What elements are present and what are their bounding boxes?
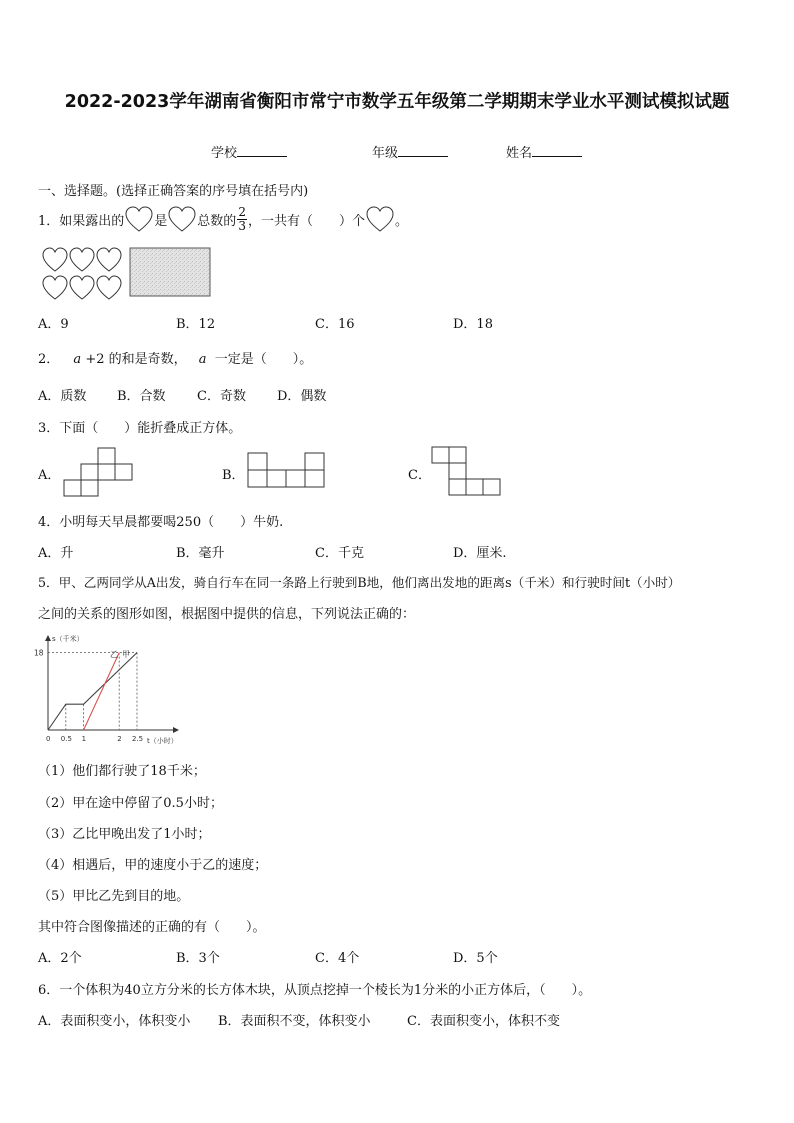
heart-icon [365, 205, 395, 233]
question-1: 1．如果露出的 是 总数的 $\frac{2}{3}$ ，一共有（ ）个 。 [38, 204, 408, 233]
page-title: 2022-2023学年湖南省衡阳市常宁市数学五年级第二学期期末学业水平测试模拟试题 [64, 92, 730, 112]
q5-option-c[interactable]: C．4个 [315, 951, 360, 966]
statement-5: （5）甲比乙先到目的地。 [38, 889, 190, 904]
q4-option-a[interactable]: A．升 [38, 546, 74, 561]
statement-4: （4）相遇后，甲的速度小于乙的速度； [38, 858, 268, 873]
question-3: 3．下面（ ）能折叠成正方体。 [38, 421, 242, 436]
q5-option-a[interactable]: A．2个 [38, 951, 82, 966]
cube-net-c [431, 446, 501, 498]
question-4: 4．小明每天早晨都要喝250（ ）牛奶. [38, 515, 284, 530]
q2-option-c[interactable]: C．奇数 [197, 389, 246, 404]
q1-option-d[interactable]: D．18 [453, 317, 493, 332]
q4-option-d[interactable]: D．厘米. [453, 546, 507, 561]
question-5-line2: 之间的关系的图形如图，根据图中提供的信息，下列说法正确的： [38, 607, 416, 622]
q2-option-b[interactable]: B．合数 [117, 389, 166, 404]
distance-time-chart [30, 630, 190, 748]
q4-option-b[interactable]: B．毫升 [176, 546, 225, 561]
q3-option-c[interactable]: C． [408, 468, 431, 483]
q4-option-c[interactable]: C．千克 [315, 546, 364, 561]
q3-option-a[interactable]: A． [38, 468, 61, 483]
grade-field: 年级 [372, 142, 448, 161]
fraction: $\frac{2}{3}$ [238, 204, 246, 233]
question-6: 6．一个体积为40立方分米的长方体木块，从顶点挖掉一个棱长为1分米的小正方体后，（ ）。 [38, 983, 592, 998]
q6-option-a[interactable]: A．表面积变小，体积变小 [38, 1014, 191, 1029]
statement-3: （3）乙比甲晚出发了1小时； [38, 827, 211, 842]
statement-2: （2）甲在途中停留了0.5小时； [38, 796, 223, 811]
heart-icon [124, 205, 154, 233]
heart-icon [167, 205, 197, 233]
x-tick-label: 1 [81, 735, 87, 743]
series-label-yi: 乙 [110, 650, 118, 659]
series-line-yi [84, 653, 120, 730]
q6-option-b[interactable]: B．表面积不变，体积变小 [218, 1014, 371, 1029]
x-tick-label: 2.5 [132, 735, 144, 743]
x-axis-label: t（小时） [147, 737, 178, 745]
q5-option-b[interactable]: B．3个 [176, 951, 220, 966]
grade-blank[interactable] [398, 146, 448, 157]
school-blank[interactable] [237, 146, 287, 157]
question-5-line1: 5．甲、乙两同学从A出发，骑自行车在同一条路上行驶到B地，他们离出发地的距离s（千米）和行驶时间t（小时） [38, 575, 681, 590]
series-line-jia [48, 653, 137, 730]
series-label-jia: 甲 [122, 650, 130, 659]
name-field: 姓名 [506, 142, 582, 161]
cube-net-b [247, 452, 327, 490]
statement-1: （1）他们都行驶了18千米； [38, 764, 206, 779]
question-2: 2． a +2 的和是奇数， a 一定是（ ）。 [38, 352, 313, 367]
q1-option-b[interactable]: B．12 [176, 317, 216, 332]
y-axis-label: s（千米） [52, 635, 84, 643]
cube-net-a [63, 447, 135, 497]
school-field: 学校 [211, 142, 287, 161]
section-heading: 一、选择题。(选择正确答案的序号填在括号内) [38, 184, 309, 199]
y-tick-label: 18 [34, 648, 44, 658]
hearts-figure [40, 245, 215, 303]
q5-option-d[interactable]: D．5个 [453, 951, 498, 966]
q6-option-c[interactable]: C．表面积变小，体积不变 [407, 1014, 560, 1029]
covered-area [130, 248, 210, 296]
x-tick-label: 2 [117, 735, 122, 743]
q1-option-a[interactable]: A．9 [38, 317, 69, 332]
q3-option-b[interactable]: B． [222, 468, 245, 483]
q2-option-d[interactable]: D．偶数 [277, 389, 327, 404]
q2-option-a[interactable]: A．质数 [38, 389, 87, 404]
name-blank[interactable] [532, 146, 582, 157]
x-tick-label: 0.5 [60, 735, 72, 743]
question-5-prompt: 其中符合图像描述的正确的有（ ）。 [38, 920, 266, 935]
x-tick-label: 0 [46, 735, 51, 743]
q1-option-c[interactable]: C．16 [315, 317, 355, 332]
